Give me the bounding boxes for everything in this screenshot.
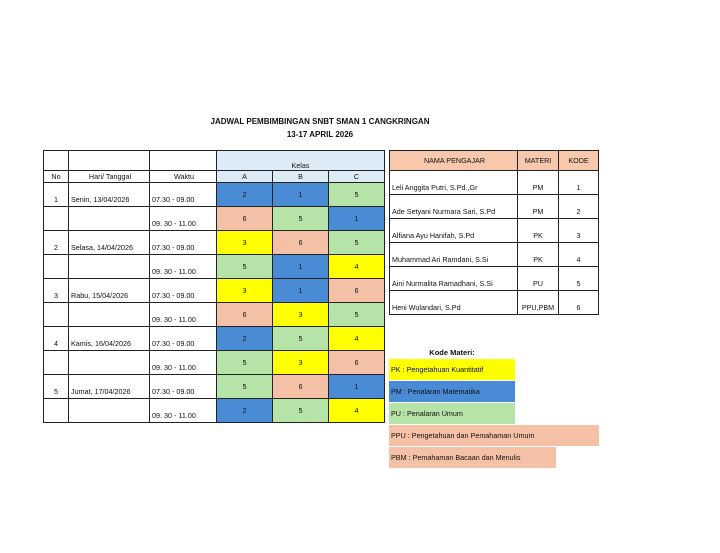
header-day: Hari/ Tanggal bbox=[69, 171, 150, 183]
class-code-a: 3 bbox=[217, 279, 273, 303]
class-code-c: 6 bbox=[329, 279, 385, 303]
header-no: No bbox=[44, 171, 69, 183]
class-code-a: 2 bbox=[217, 399, 273, 423]
header-day-spacer bbox=[69, 151, 150, 171]
class-code-a: 6 bbox=[217, 303, 273, 327]
class-code-b: 5 bbox=[273, 327, 329, 351]
header-no-spacer bbox=[44, 151, 69, 171]
schedule-body bbox=[44, 183, 385, 423]
class-code-b: 6 bbox=[273, 231, 329, 255]
header-teacher-name: NAMA PENGAJAR bbox=[390, 151, 518, 171]
teacher-materi: PU bbox=[518, 267, 559, 291]
teacher-row bbox=[390, 171, 599, 195]
class-code-c: 1 bbox=[329, 375, 385, 399]
legend-item-pk: PK : Pengetahuan Kuantitatif bbox=[389, 359, 515, 380]
legend-item-pm: PM : Penalaran Matematika bbox=[389, 381, 515, 402]
schedule-row bbox=[44, 279, 385, 303]
header-kelas-b: B bbox=[273, 171, 329, 183]
class-code-c: 1 bbox=[329, 207, 385, 231]
class-code-b: 5 bbox=[273, 207, 329, 231]
class-code-b: 3 bbox=[273, 303, 329, 327]
class-code-c: 4 bbox=[329, 327, 385, 351]
row-day: Senin, 13/04/2026 bbox=[69, 183, 150, 207]
row-time: 09. 30 - 11.00 bbox=[150, 255, 217, 279]
teachers-body bbox=[390, 171, 599, 315]
row-day bbox=[69, 255, 150, 279]
schedule-row bbox=[44, 375, 385, 399]
header-kode: KODE bbox=[559, 151, 599, 171]
teacher-row bbox=[390, 291, 599, 315]
schedule-row bbox=[44, 303, 385, 327]
teacher-kode: 6 bbox=[559, 291, 599, 315]
row-no bbox=[44, 303, 69, 327]
teacher-materi: PM bbox=[518, 171, 559, 195]
class-code-b: 3 bbox=[273, 351, 329, 375]
teacher-name: Aini Nurmalita Ramadhani, S.Si bbox=[390, 267, 518, 291]
schedule-row bbox=[44, 207, 385, 231]
schedule-row bbox=[44, 183, 385, 207]
header-time-spacer bbox=[150, 151, 217, 171]
row-day: Rabu, 15/04/2026 bbox=[69, 279, 150, 303]
schedule-row bbox=[44, 351, 385, 375]
teacher-row bbox=[390, 219, 599, 243]
row-time: 07.30 - 09.00 bbox=[150, 231, 217, 255]
schedule-row bbox=[44, 255, 385, 279]
teacher-kode: 5 bbox=[559, 267, 599, 291]
class-code-a: 5 bbox=[217, 351, 273, 375]
row-time: 07.30 - 09.00 bbox=[150, 279, 217, 303]
class-code-c: 4 bbox=[329, 255, 385, 279]
row-time: 07.30 - 09.00 bbox=[150, 375, 217, 399]
teacher-name: Leli Anggita Putri, S.Pd.,Gr bbox=[390, 171, 518, 195]
row-no bbox=[44, 255, 69, 279]
row-day: Selasa, 14/04/2026 bbox=[69, 231, 150, 255]
row-day bbox=[69, 351, 150, 375]
class-code-b: 6 bbox=[273, 375, 329, 399]
teacher-name: Heni Wulandari, S.Pd bbox=[390, 291, 518, 315]
class-code-a: 5 bbox=[217, 255, 273, 279]
class-code-c: 6 bbox=[329, 351, 385, 375]
teacher-kode: 3 bbox=[559, 219, 599, 243]
legend-item-pu: PU : Penalaran Umum bbox=[389, 403, 515, 424]
header-time: Waktu bbox=[150, 171, 217, 183]
row-no: 3 bbox=[44, 279, 69, 303]
teacher-kode: 1 bbox=[559, 171, 599, 195]
row-time: 09. 30 - 11.00 bbox=[150, 303, 217, 327]
row-day bbox=[69, 303, 150, 327]
class-code-b: 1 bbox=[273, 183, 329, 207]
teacher-row bbox=[390, 267, 599, 291]
teacher-materi: PK bbox=[518, 219, 559, 243]
teacher-name: Muhammad Ari Ramdani, S.Si bbox=[390, 243, 518, 267]
class-code-c: 4 bbox=[329, 399, 385, 423]
row-no bbox=[44, 399, 69, 423]
legend-title: Kode Materi: bbox=[429, 348, 475, 357]
teacher-materi: PPU,PBM bbox=[518, 291, 559, 315]
row-no bbox=[44, 351, 69, 375]
schedule-row bbox=[44, 327, 385, 351]
row-day bbox=[69, 399, 150, 423]
row-day: Kamis, 16/04/2026 bbox=[69, 327, 150, 351]
header-kelas-a: A bbox=[217, 171, 273, 183]
class-code-a: 2 bbox=[217, 327, 273, 351]
teacher-materi: PM bbox=[518, 195, 559, 219]
header-materi: MATERI bbox=[518, 151, 559, 171]
class-code-c: 5 bbox=[329, 183, 385, 207]
teachers-table bbox=[389, 150, 599, 315]
class-code-b: 1 bbox=[273, 279, 329, 303]
header-kelas-c: C bbox=[329, 171, 385, 183]
row-no bbox=[44, 207, 69, 231]
schedule-table bbox=[43, 150, 385, 423]
row-time: 07.30 - 09.00 bbox=[150, 183, 217, 207]
schedule-row bbox=[44, 399, 385, 423]
teacher-row bbox=[390, 195, 599, 219]
date-range: 13-17 APRIL 2026 bbox=[286, 130, 354, 139]
teacher-kode: 4 bbox=[559, 243, 599, 267]
row-day: Jumat, 17/04/2026 bbox=[69, 375, 150, 399]
class-code-a: 2 bbox=[217, 183, 273, 207]
row-no: 2 bbox=[44, 231, 69, 255]
teacher-materi: PK bbox=[518, 243, 559, 267]
row-no: 5 bbox=[44, 375, 69, 399]
header-kelas: Kelas bbox=[217, 151, 385, 171]
schedule-row bbox=[44, 231, 385, 255]
teacher-row bbox=[390, 243, 599, 267]
row-no: 1 bbox=[44, 183, 69, 207]
class-code-a: 3 bbox=[217, 231, 273, 255]
page-title: JADWAL PEMBIMBINGAN SNBT SMAN 1 CANGKRINGAN bbox=[210, 117, 430, 126]
teacher-name: Ade Setyani Nurmara Sari, S.Pd bbox=[390, 195, 518, 219]
row-time: 09. 30 - 11.00 bbox=[150, 207, 217, 231]
row-day bbox=[69, 207, 150, 231]
row-time: 09. 30 - 11.00 bbox=[150, 399, 217, 423]
legend-item-ppu: PPU : Pengetahuan dan Pemahaman Umum bbox=[389, 425, 599, 446]
teacher-kode: 2 bbox=[559, 195, 599, 219]
row-time: 09. 30 - 11.00 bbox=[150, 351, 217, 375]
teacher-name: Alfiana Ayu Hanifah, S.Pd bbox=[390, 219, 518, 243]
row-no: 4 bbox=[44, 327, 69, 351]
row-time: 07.30 - 09.00 bbox=[150, 327, 217, 351]
class-code-c: 5 bbox=[329, 303, 385, 327]
class-code-a: 5 bbox=[217, 375, 273, 399]
class-code-a: 6 bbox=[217, 207, 273, 231]
class-code-b: 5 bbox=[273, 399, 329, 423]
class-code-b: 1 bbox=[273, 255, 329, 279]
legend-item-pbm: PBM : Pemahaman Bacaan dan Menulis bbox=[389, 447, 556, 468]
class-code-c: 5 bbox=[329, 231, 385, 255]
